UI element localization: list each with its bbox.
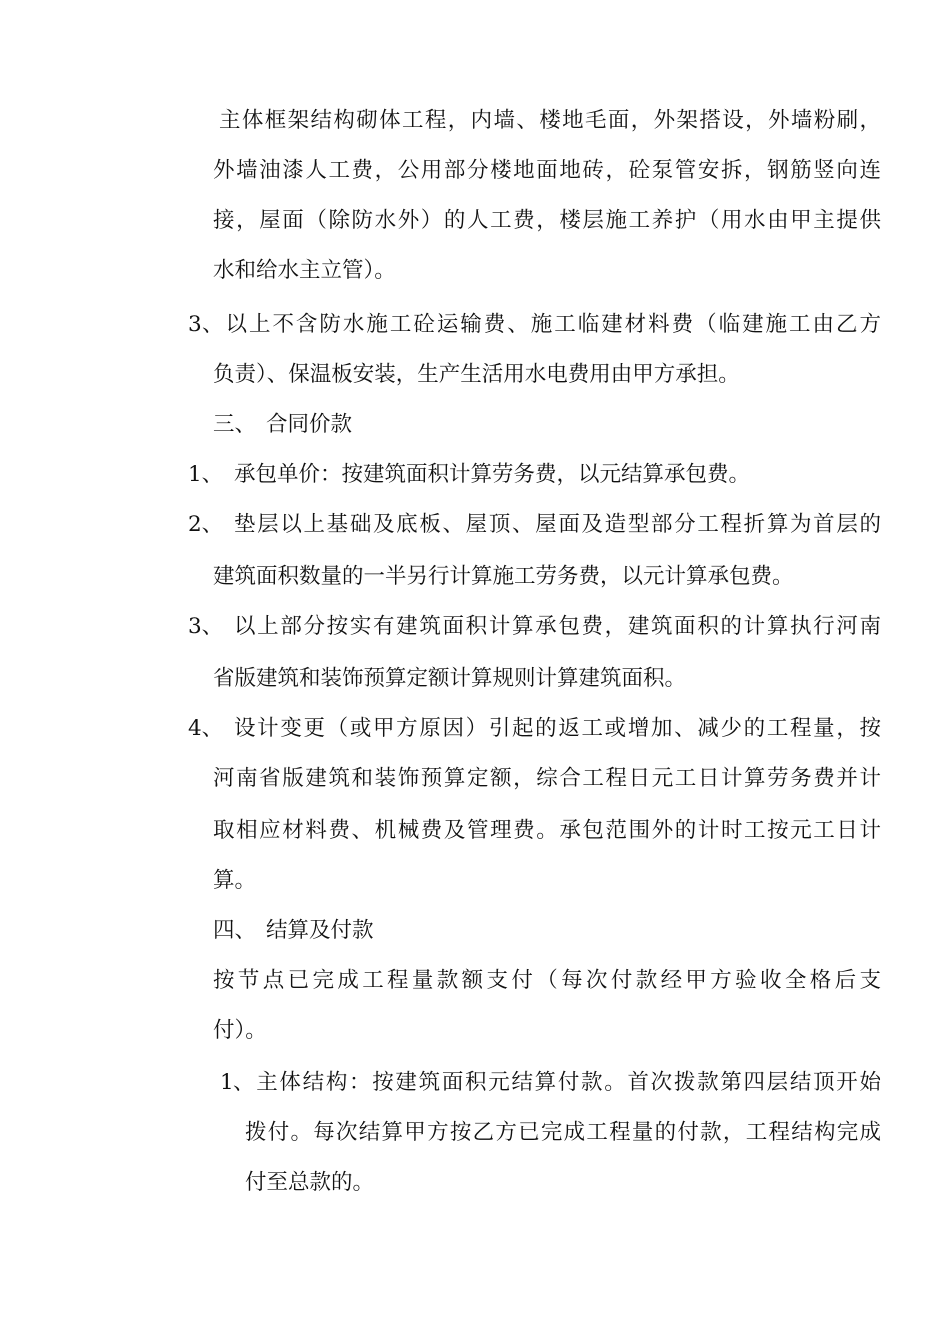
list-number: 3 [188, 312, 202, 337]
text-line: 取相应材料费、机械费及管理费。承包范围外的计时工按元工日计 [213, 818, 881, 843]
list-number: 4、 [188, 716, 224, 741]
text-line: 水和给水主立管）。 [213, 258, 396, 283]
text-line: 外墙油漆人工费，公用部分楼地面地砖，砼泵管安拆，钢筋竖向连 [213, 158, 881, 183]
text-line: 、主体结构：按建筑面积元结算付款。首次拨款第四层结顶开始 [233, 1070, 881, 1095]
text-line: 以上部分按实有建筑面积计算承包费，建筑面积的计算执行河南 [234, 614, 881, 639]
list-number: 1、 [188, 462, 224, 487]
list-number: 1 [220, 1070, 234, 1095]
text-line: 设计变更（或甲方原因）引起的返工或增加、减少的工程量，按 [234, 716, 881, 741]
text-line: 负责）、保温板安装，生产生活用水电费用由甲方承担。 [213, 362, 740, 387]
text-line: 付）。 [213, 1018, 267, 1043]
heading-title: 结算及付款 [266, 918, 374, 943]
heading-number: 四、 [213, 918, 257, 943]
text-line: 主体框架结构砌体工程，内墙、楼地毛面，外架搭设，外墙粉刷， [219, 108, 881, 133]
list-number: 3、 [188, 614, 224, 639]
text-line: 按节点已完成工程量款额支付（每次付款经甲方验收全格后支 [213, 968, 881, 993]
text-line: 建筑面积数量的一半另行计算施工劳务费，以元计算承包费。 [213, 564, 794, 589]
text-line: 付至总款的。 [245, 1170, 375, 1195]
list-number: 2、 [188, 512, 224, 537]
text-line: 接，屋面（除防水外）的人工费，楼层施工养护（用水由甲主提供 [213, 208, 881, 233]
text-line: 承包单价：按建筑面积计算劳务费，以元结算承包费。 [234, 462, 751, 487]
text-line: 算。 [213, 868, 257, 893]
heading-title: 合同价款 [266, 412, 353, 437]
text-line: 拨付。每次结算甲方按乙方已完成工程量的付款，工程结构完成 [245, 1120, 881, 1145]
text-line: 省版建筑和装饰预算定额计算规则计算建筑面积。 [213, 666, 687, 691]
text-line: 河南省版建筑和装饰预算定额，综合工程日元工日计算劳务费并计 [213, 766, 881, 791]
text-line: 垫层以上基础及底板、屋顶、屋面及造型部分工程折算为首层的 [234, 512, 881, 537]
text-line: 、以上不含防水施工砼运输费、施工临建材料费（临建施工由乙方 [202, 312, 881, 337]
heading-number: 三、 [213, 412, 257, 437]
